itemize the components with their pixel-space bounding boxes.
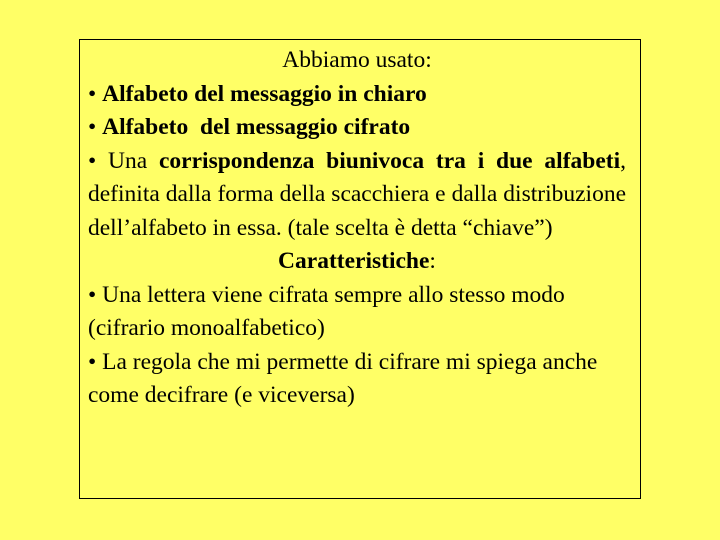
- bullet-text-suffix: , definita dalla forma della scacchiera e dalla distribuzione dell’alfabeto in essa. (tale scelta è detta “chiave”): [88, 147, 626, 241]
- bullet-item-decipher-rule: [88, 346, 626, 413]
- bullet-item-plaintext-alphabet: [88, 78, 626, 112]
- bullet-text: Alfabeto del messaggio cifrato: [102, 114, 411, 140]
- bullet-symbol: •: [88, 348, 97, 375]
- bullet-text: La regola che mi permette di cifrare mi spiega anche come decifrare (e viceversa): [88, 348, 598, 408]
- bullet-symbol: •: [88, 114, 97, 140]
- slide-text-box: [79, 39, 641, 499]
- bullet-text-bold: corrispondenza biunivoca tra i due alfabeti: [159, 147, 621, 174]
- bullet-item-cipher-alphabet: [88, 111, 626, 145]
- bullet-text-prefix: Una: [108, 147, 159, 174]
- bullet-symbol: •: [88, 281, 97, 308]
- bullet-symbol: •: [88, 147, 97, 174]
- bullet-item-monoalphabetic: [88, 279, 626, 346]
- subheading-bold: Caratteristiche: [278, 248, 430, 274]
- bullet-symbol: •: [88, 80, 97, 107]
- heading-text: Abbiamo usato:: [282, 47, 432, 73]
- bullet-text: Alfabeto del messaggio in chiaro: [102, 80, 427, 107]
- bullet-text: Una lettera viene cifrata sempre allo stesso modo (cifrario monoalfabetico): [88, 281, 565, 341]
- bullet-item-correspondence: [88, 145, 626, 246]
- slide-subheading: [88, 245, 626, 279]
- subheading-colon: :: [429, 248, 436, 274]
- slide-heading: [88, 44, 626, 78]
